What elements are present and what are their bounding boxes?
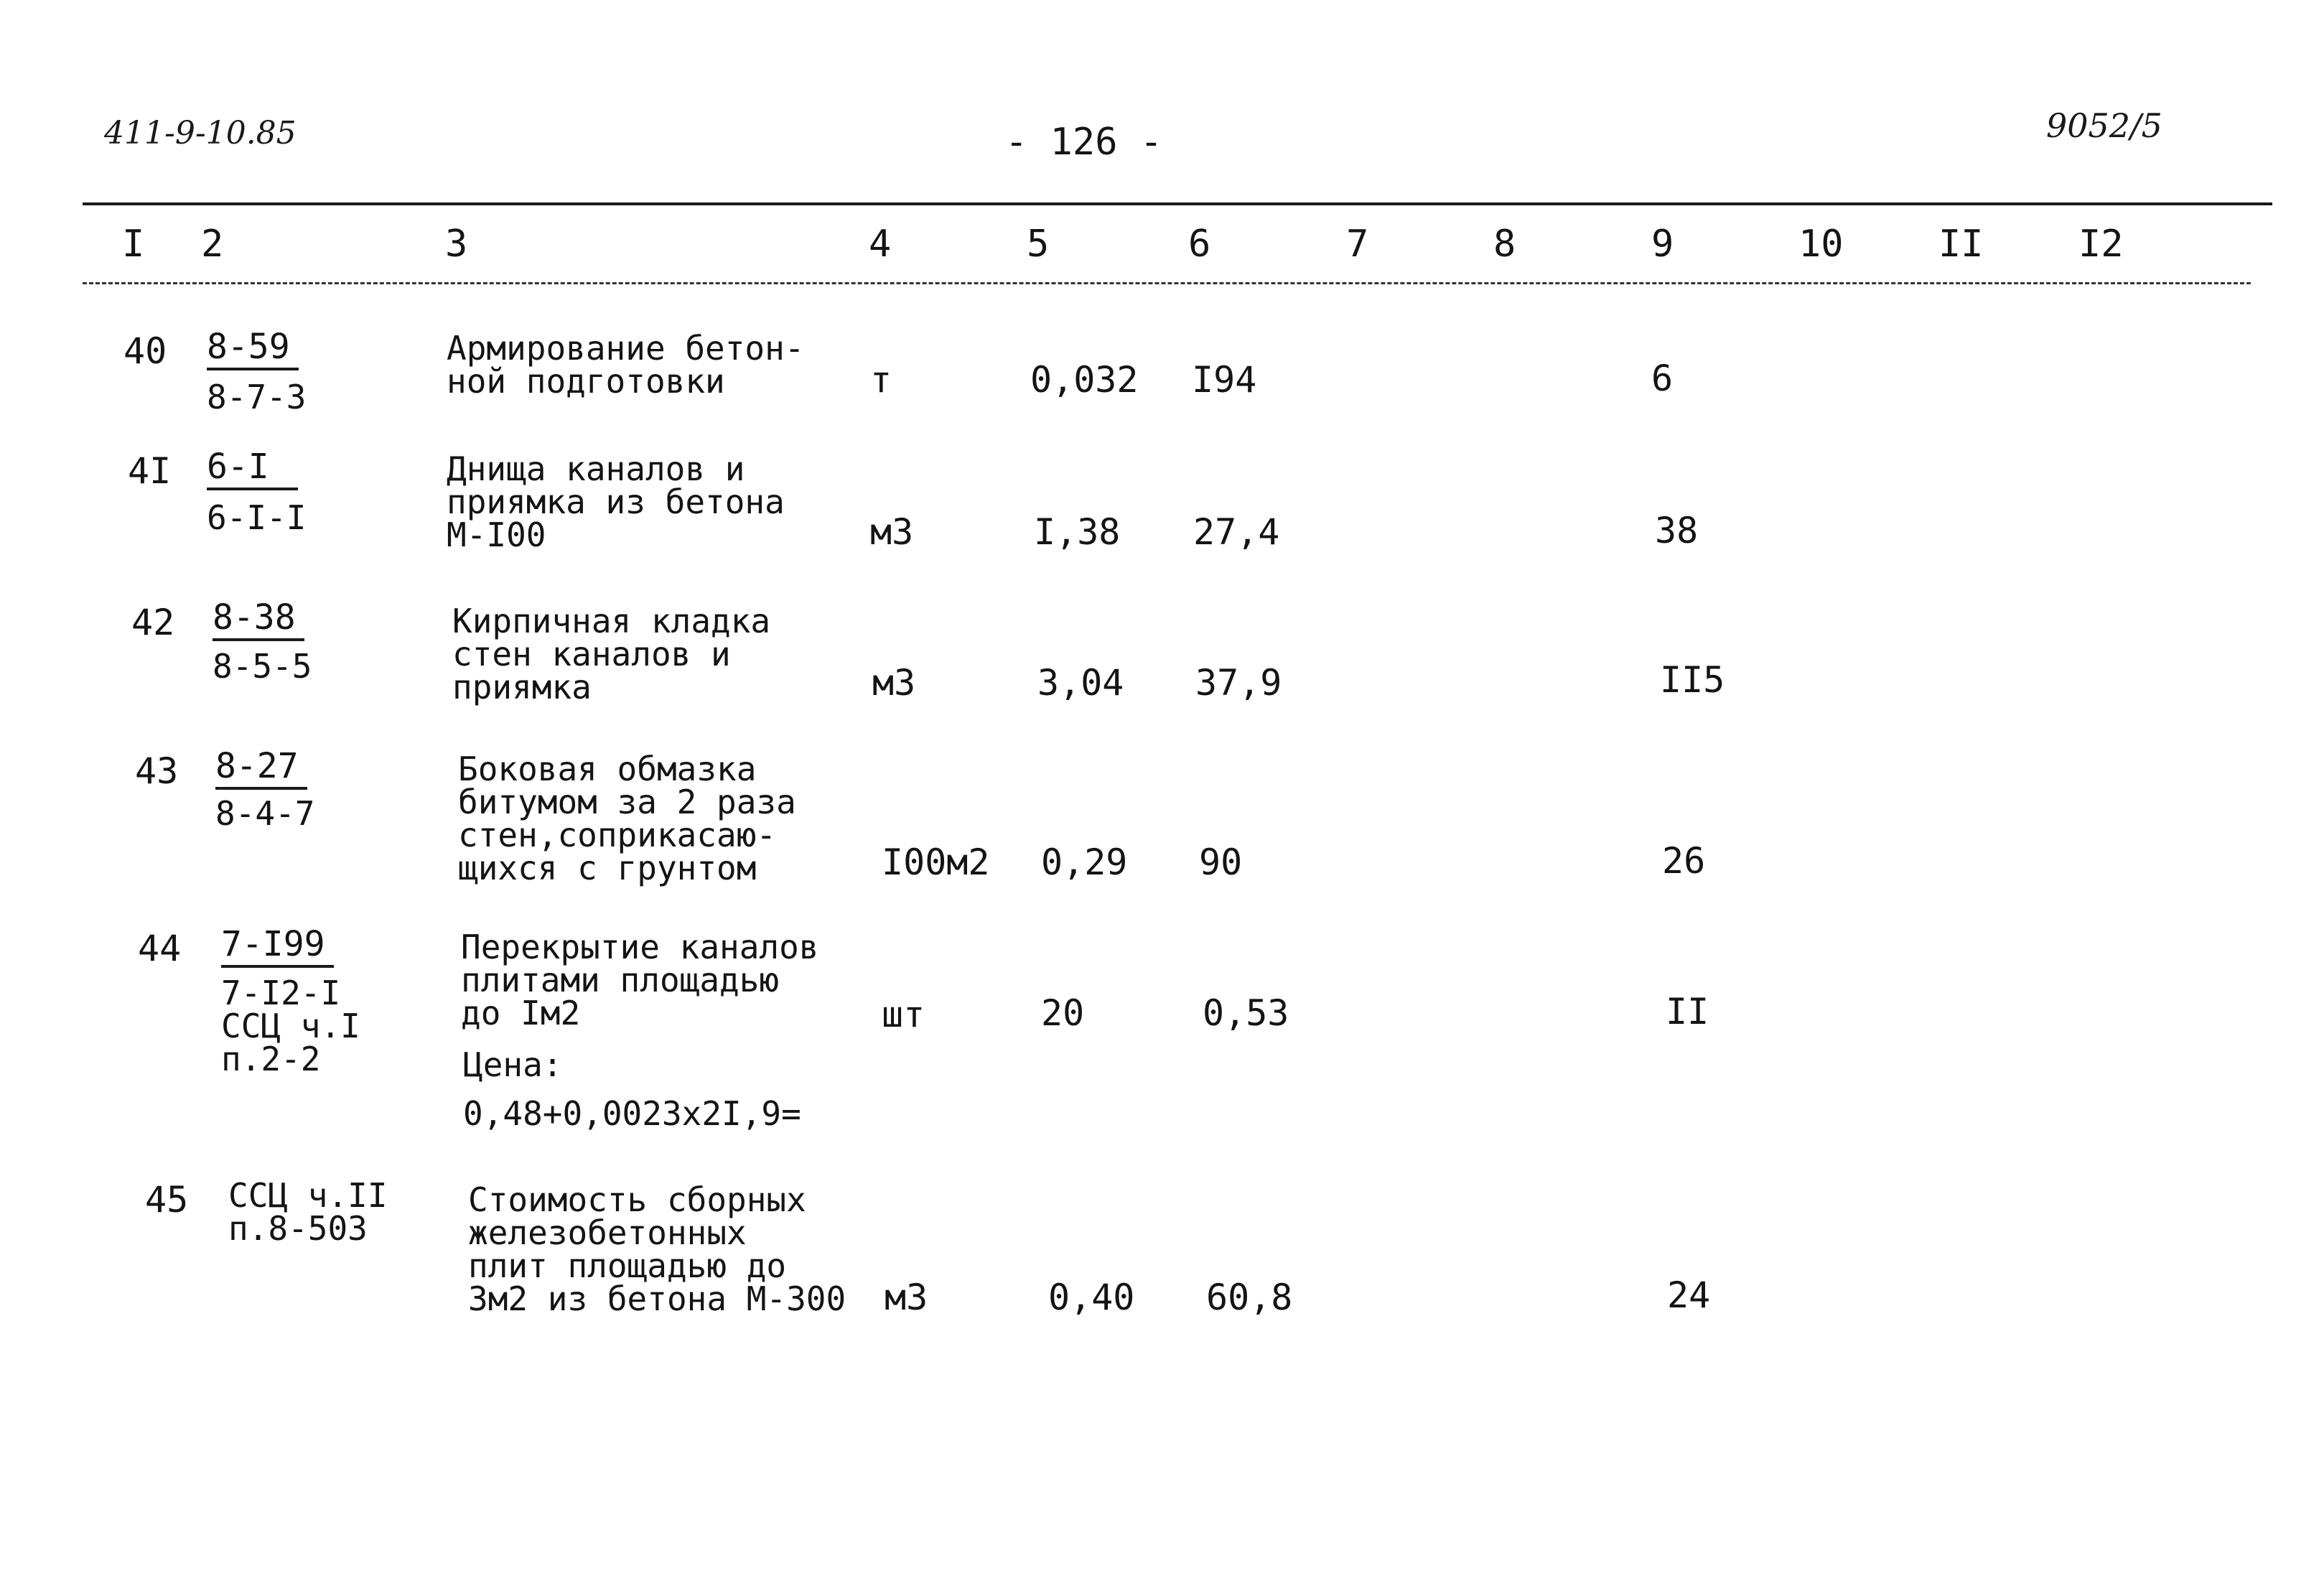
unit: м3 bbox=[885, 1277, 928, 1318]
total-cost: II bbox=[1666, 991, 1709, 1032]
column-header: 3 bbox=[445, 223, 468, 266]
quantity: 3,04 bbox=[1037, 662, 1124, 704]
sheet-reference: 9052/5 bbox=[2046, 106, 2162, 145]
unit: шт bbox=[882, 994, 925, 1035]
price-formula: 0,48+0,0023х2I,9= bbox=[463, 1094, 801, 1133]
unit: I00м2 bbox=[882, 841, 990, 883]
norm-code-secondary: 8-5-5 bbox=[213, 647, 312, 686]
norm-code: 8-27 bbox=[215, 748, 307, 790]
work-description: Боковая обмазка битумом за 2 раза стен,соприкасаю- щихся с грунтом bbox=[458, 750, 796, 887]
row-number: 40 bbox=[123, 330, 167, 372]
row-number: 4I bbox=[128, 450, 172, 492]
table-header-rule bbox=[83, 282, 2251, 284]
unit-price: 37,9 bbox=[1195, 662, 1282, 704]
norm-code: 6-I bbox=[207, 449, 298, 490]
quantity: I,38 bbox=[1034, 511, 1121, 553]
work-description: Армирование бетон- ной подготовки bbox=[447, 329, 805, 401]
unit-price: 90 bbox=[1199, 841, 1243, 883]
norm-code: 7-I99 bbox=[221, 926, 334, 968]
column-header: 10 bbox=[1798, 223, 1844, 266]
unit: т bbox=[870, 359, 892, 401]
column-header: 4 bbox=[869, 223, 892, 266]
table-top-rule bbox=[83, 202, 2272, 205]
column-header: 9 bbox=[1651, 223, 1674, 266]
unit-price: 27,4 bbox=[1193, 511, 1280, 553]
total-cost: II5 bbox=[1660, 659, 1725, 701]
column-header: 7 bbox=[1346, 223, 1369, 266]
column-header: 2 bbox=[201, 223, 224, 266]
column-header: 8 bbox=[1493, 223, 1516, 266]
work-description: Стоимость сборных железобетонных плит площадью до 3м2 из бетона М-300 bbox=[468, 1180, 846, 1318]
column-header: 5 bbox=[1027, 223, 1050, 266]
page-number: - 126 - bbox=[1005, 121, 1163, 164]
total-cost: 26 bbox=[1662, 840, 1706, 882]
norm-code-secondary: 8-7-3 bbox=[207, 378, 307, 416]
total-cost: 6 bbox=[1651, 358, 1674, 399]
unit-price: 60,8 bbox=[1206, 1277, 1293, 1318]
price-note-label: Цена: bbox=[463, 1045, 563, 1084]
total-cost: 38 bbox=[1655, 510, 1699, 551]
unit: м3 bbox=[872, 662, 916, 704]
quantity: 0,032 bbox=[1030, 359, 1139, 401]
unit-price: 0,53 bbox=[1203, 992, 1289, 1034]
unit: м3 bbox=[870, 511, 914, 553]
unit-price: I94 bbox=[1192, 359, 1257, 401]
norm-code: 8-59 bbox=[207, 329, 299, 370]
norm-code-secondary: ССЦ ч.II п.8-503 bbox=[228, 1176, 388, 1248]
quantity: 20 bbox=[1041, 992, 1085, 1034]
row-number: 42 bbox=[131, 602, 175, 643]
work-description: Кирпичная кладка стен каналов и приямка bbox=[452, 602, 771, 706]
quantity: 0,40 bbox=[1048, 1277, 1135, 1318]
total-cost: 24 bbox=[1667, 1274, 1711, 1316]
norm-code-secondary: 6-I-I bbox=[207, 498, 307, 537]
row-number: 44 bbox=[138, 928, 182, 969]
row-number: 45 bbox=[145, 1179, 189, 1221]
column-header: I2 bbox=[2078, 223, 2124, 266]
norm-code-secondary: 8-4-7 bbox=[215, 794, 315, 833]
work-description: Перекрытие каналов плитами площадью до Iм2 bbox=[461, 928, 819, 1032]
norm-code: 8-38 bbox=[213, 600, 304, 641]
norm-code-secondary: 7-I2-I ССЦ ч.I п.2-2 bbox=[221, 974, 360, 1078]
column-header: 6 bbox=[1188, 223, 1211, 266]
quantity: 0,29 bbox=[1041, 841, 1128, 883]
document-code: 411-9-10.85 bbox=[104, 115, 297, 151]
column-header: I bbox=[122, 223, 145, 266]
column-header: II bbox=[1938, 223, 1984, 266]
row-number: 43 bbox=[135, 750, 179, 792]
work-description: Днища каналов и приямка из бетона М-I00 bbox=[447, 449, 785, 554]
